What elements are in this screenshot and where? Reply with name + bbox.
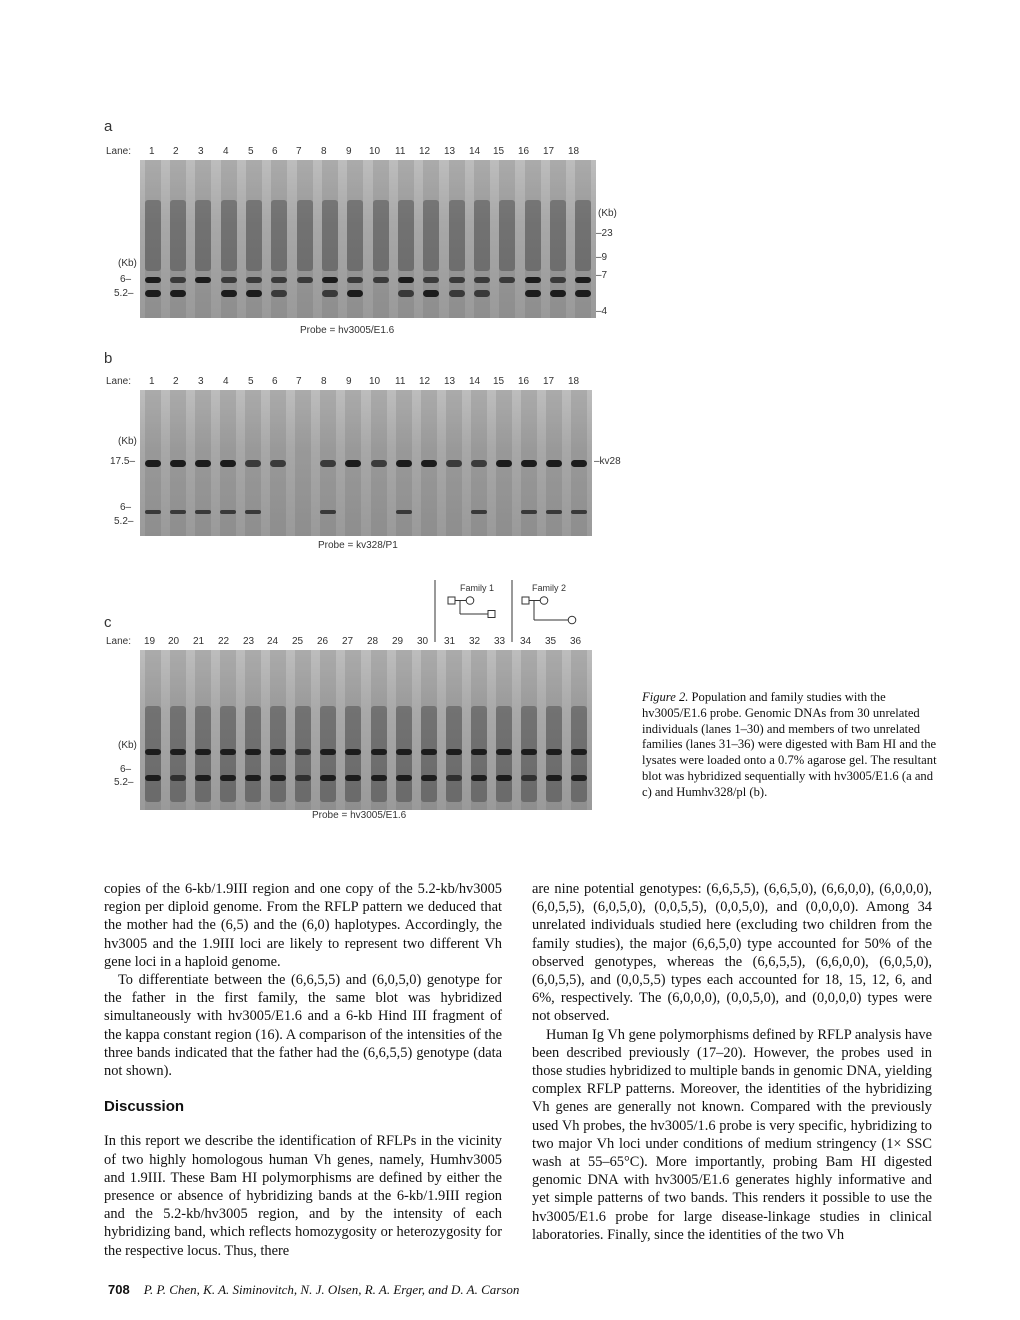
- lane-number: 35: [545, 636, 557, 647]
- gel-smear: [271, 200, 287, 271]
- gel-band: [471, 775, 487, 781]
- gel-band: [347, 290, 363, 297]
- lane-number: 25: [292, 636, 304, 647]
- gel-band: [170, 510, 186, 514]
- gel-band: [571, 460, 587, 467]
- gel-band: [322, 277, 338, 283]
- lane-number: 3: [198, 146, 204, 157]
- gel-band: [145, 749, 161, 755]
- size-marker: 6–: [120, 502, 132, 513]
- gel-band: [145, 460, 161, 467]
- gel-smear: [423, 200, 439, 271]
- gel-band: [496, 460, 512, 467]
- gel-band: [246, 290, 262, 297]
- kb-unit-label: (Kb): [598, 208, 617, 219]
- gel-band: [373, 277, 389, 283]
- gel-band: [521, 510, 537, 514]
- size-marker: 5.2–: [114, 516, 134, 527]
- lane-number: 9: [346, 146, 352, 157]
- gel-smear: [170, 200, 186, 271]
- gene-marker: –kv28: [594, 456, 621, 467]
- paragraph: To differentiate between the (6,6,5,5) and (6,0,5,0) genotype for the father in the first family, the same blot was hybridized simultaneously with hv3005/E1.6 and a 6-kb Hind III fragment of the kappa constant region (16). A comparison of the intensities of the three bands indicated that the father had the (6,6,5,5) genotype (data not shown).: [104, 972, 502, 1080]
- gel-smear: [322, 200, 338, 271]
- probe-label-b: Probe = kv328/P1: [318, 540, 398, 551]
- gel-band: [320, 510, 336, 514]
- caption-text: Population and family studies with the hv3005/E1.6 probe. Genomic DNAs from 30 unrelated individuals (lanes 1–30) and members of two unrelated families (lanes 31–36) were digested with Bam HI and the lysates were loaded onto a 0.7% agarose gel. The resultant blot was hybridized sequentially with hv3005/E1.6 (a and c) and Humhv328/pl (b).: [642, 690, 937, 799]
- lane-number: 22: [218, 636, 230, 647]
- gel-band: [396, 460, 412, 467]
- lane-number: 17: [543, 146, 555, 157]
- lane-number: 23: [243, 636, 255, 647]
- gel-band: [245, 775, 261, 781]
- gel-band: [320, 775, 336, 781]
- page-footer: [108, 1282, 519, 1298]
- gel-band: [471, 460, 487, 467]
- gel-band: [521, 749, 537, 755]
- gel-band: [271, 277, 287, 283]
- gel-band: [525, 290, 541, 297]
- gel-band: [398, 290, 414, 297]
- gel-band: [220, 775, 236, 781]
- probe-label-a: Probe = hv3005/E1.6: [300, 325, 395, 336]
- lane-label: Lane:: [106, 636, 132, 647]
- gel-band: [546, 510, 562, 514]
- lane-number: 15: [493, 376, 505, 387]
- lane-number: 10: [369, 146, 381, 157]
- lane-number: 1: [149, 376, 155, 387]
- gel-band: [345, 775, 361, 781]
- gel-band: [246, 277, 262, 283]
- gel-band: [145, 277, 161, 283]
- lane-number: 17: [543, 376, 555, 387]
- gel-band: [145, 775, 161, 781]
- gel-band: [271, 290, 287, 297]
- paragraph: are nine potential genotypes: (6,6,5,5), (6,6,5,0), (6,6,0,0), (6,0,0,0), (6,0,5,5), (6,0,5,0), (0,0,5,5), (0,0,5,0), and (0,0,0,0). Among 34 unrelated individuals studied here (excluding two children from the family studies), the major (6,6,5,0) type accounted for 50% of the observed genotypes, whereas the (6,6,5,5), (6,6,0,0), (6,0,5,0), (6,0,5,5), and (0,0,5,5) types each accounted for 18, 15, 12, 6, and 6%, respectively. The (6,0,0,0), (0,0,5,0), and (0,0,0,0) types were not observed.: [532, 881, 932, 1025]
- gel-band: [145, 290, 161, 297]
- male-symbol-icon: [522, 597, 529, 604]
- lane-number: 19: [144, 636, 156, 647]
- gel-band: [571, 749, 587, 755]
- gel-band: [471, 749, 487, 755]
- lane-number: 26: [317, 636, 329, 647]
- size-marker: 6–: [120, 274, 132, 285]
- lane-number: 31: [444, 636, 456, 647]
- gel-band: [550, 290, 566, 297]
- gel-smear: [373, 200, 389, 271]
- gel-band: [170, 749, 186, 755]
- lane-number: 24: [267, 636, 279, 647]
- gel-band: [170, 460, 186, 467]
- gel-band: [521, 460, 537, 467]
- gel-band: [446, 460, 462, 467]
- gel-band: [220, 510, 236, 514]
- gel-band: [575, 277, 591, 283]
- gel-smear: [347, 200, 363, 271]
- lane-number: 8: [321, 376, 327, 387]
- page-number: 708: [108, 1282, 130, 1297]
- gel-band: [571, 775, 587, 781]
- gel-band: [245, 510, 261, 514]
- gel-band: [571, 510, 587, 514]
- lane-number: 4: [223, 146, 229, 157]
- right-column: [532, 880, 932, 1244]
- gel-band: [396, 775, 412, 781]
- paragraph: In this report we describe the identification of RFLPs in the vicinity of two highly homologous human Vh genes, namely, Humhv3005 and 1.9III. These Bam HI polymorphisms are defined by either the presence or absence of hybridizing bands at the 6-kb/1.9III region and the 5.2-kb/hv3005 region, and by the intensity of each hybridizing band, which reflects homozygosity or heterozygosity for the respective locus. Thus, there: [104, 1133, 502, 1259]
- gel-smear: [221, 200, 237, 271]
- gel-band: [575, 290, 591, 297]
- gel-band: [345, 460, 361, 467]
- panel-b-letter: b: [104, 350, 113, 367]
- lane-number: 11: [395, 146, 406, 157]
- lane-number: 36: [570, 636, 582, 647]
- lane-number: 14: [469, 146, 481, 157]
- gel-band: [345, 749, 361, 755]
- gel-smear: [398, 200, 414, 271]
- gel-band: [550, 277, 566, 283]
- size-marker: –23: [596, 228, 613, 239]
- gel-band: [220, 460, 236, 467]
- kb-unit-label: (Kb): [118, 436, 137, 447]
- lane-number: 2: [173, 376, 179, 387]
- lane-number: 7: [296, 146, 302, 157]
- female-symbol-icon: [568, 616, 576, 624]
- family-1-label: Family 1: [460, 583, 495, 593]
- gel-image-a: [140, 160, 596, 318]
- gel-band: [320, 749, 336, 755]
- size-marker: –9: [596, 252, 608, 263]
- female-symbol-icon: [540, 597, 548, 605]
- gel-band: [449, 277, 465, 283]
- female-symbol-icon: [466, 597, 474, 605]
- size-marker: 6–: [120, 764, 132, 775]
- lane-number: 21: [193, 636, 205, 647]
- lane-number: 16: [518, 146, 530, 157]
- gel-band: [295, 749, 311, 755]
- gel-lane: [295, 390, 311, 536]
- gel-band: [446, 775, 462, 781]
- lane-number: 14: [469, 376, 481, 387]
- lane-number: 12: [419, 146, 431, 157]
- lane-number: 2: [173, 146, 179, 157]
- kb-unit-label: (Kb): [118, 258, 137, 269]
- lane-number: 20: [168, 636, 180, 647]
- panel-a-lane-row: [106, 146, 606, 160]
- lane-number: 5: [248, 376, 254, 387]
- gel-band: [347, 277, 363, 283]
- gel-band: [170, 290, 186, 297]
- gel-band: [546, 775, 562, 781]
- gel-band: [195, 775, 211, 781]
- gel-band: [145, 510, 161, 514]
- size-marker: –4: [596, 306, 608, 317]
- gel-band: [496, 749, 512, 755]
- lane-number: 10: [369, 376, 381, 387]
- family-2-label: Family 2: [532, 583, 567, 593]
- gel-band: [270, 749, 286, 755]
- panel-c-letter: c: [104, 614, 112, 631]
- gel-band: [322, 290, 338, 297]
- gel-band: [471, 510, 487, 514]
- lane-number: 4: [223, 376, 229, 387]
- male-symbol-icon: [448, 597, 455, 604]
- gel-band: [396, 510, 412, 514]
- gel-band: [474, 290, 490, 297]
- lane-number: 27: [342, 636, 354, 647]
- gel-band: [195, 277, 211, 283]
- lane-number: 29: [392, 636, 404, 647]
- gel-band: [320, 460, 336, 467]
- gel-band: [396, 749, 412, 755]
- caption-label: Figure 2.: [642, 690, 689, 704]
- lane-number: 16: [518, 376, 530, 387]
- gel-band: [423, 290, 439, 297]
- male-symbol-icon: [488, 611, 495, 618]
- lane-number: 15: [493, 146, 505, 157]
- gel-band: [525, 277, 541, 283]
- lane-number: 30: [417, 636, 429, 647]
- gel-smear: [525, 200, 541, 271]
- lane-label: Lane:: [106, 376, 132, 387]
- gel-band: [496, 775, 512, 781]
- paragraph: copies of the 6-kb/1.9III region and one copy of the 5.2-kb/hv3005 region per diploid genome. From the RFLP pattern we deduced that the mother had the (6,5) and the (6,0) haplotypes. Accordingly, the hv3005 and the 1.9III loci are likely to represent two different Vh gene loci in a haploid genome.: [104, 881, 502, 970]
- lane-number: 12: [419, 376, 431, 387]
- gel-smear: [145, 200, 161, 271]
- gel-band: [546, 460, 562, 467]
- lane-number: 32: [469, 636, 481, 647]
- gel-image-c: [140, 650, 592, 810]
- gel-band: [221, 290, 237, 297]
- gel-band: [546, 749, 562, 755]
- gel-band: [221, 277, 237, 283]
- size-marker: 17.5–: [110, 456, 136, 467]
- gel-band: [245, 460, 261, 467]
- gel-band: [371, 749, 387, 755]
- gel-band: [220, 749, 236, 755]
- probe-label-c: Probe = hv3005/E1.6: [312, 810, 407, 821]
- gel-band: [474, 277, 490, 283]
- lane-number: 1: [149, 146, 155, 157]
- gel-smear: [297, 200, 313, 271]
- gel-band: [421, 460, 437, 467]
- gel-smear: [449, 200, 465, 271]
- gel-band: [170, 775, 186, 781]
- size-marker: –7: [596, 270, 608, 281]
- kb-unit-label: (Kb): [118, 740, 137, 751]
- lane-number: 9: [346, 376, 352, 387]
- gel-band: [521, 775, 537, 781]
- gel-band: [371, 460, 387, 467]
- gel-band: [499, 277, 515, 283]
- lane-number: 33: [494, 636, 506, 647]
- lane-number: 18: [568, 376, 580, 387]
- figure-caption: [642, 690, 942, 801]
- lane-label: Lane:: [106, 146, 132, 157]
- lane-number: 13: [444, 146, 456, 157]
- gel-band: [449, 290, 465, 297]
- left-column: [104, 880, 502, 1260]
- gel-band: [297, 277, 313, 283]
- gel-smear: [499, 200, 515, 271]
- gel-band: [371, 775, 387, 781]
- gel-smear: [550, 200, 566, 271]
- lane-number: 13: [444, 376, 456, 387]
- size-marker: 5.2–: [114, 777, 134, 788]
- gel-band: [195, 749, 211, 755]
- lane-number: 3: [198, 376, 204, 387]
- panel-b-lane-row: [106, 376, 606, 390]
- lane-number: 6: [272, 146, 278, 157]
- panel-c-lane-row: [106, 636, 606, 650]
- lane-number: 11: [395, 376, 406, 387]
- gel-band: [195, 460, 211, 467]
- gel-band: [421, 749, 437, 755]
- size-marker: 5.2–: [114, 288, 134, 299]
- lane-number: 34: [520, 636, 532, 647]
- gel-smear: [575, 200, 591, 271]
- gel-band: [423, 277, 439, 283]
- lane-number: 6: [272, 376, 278, 387]
- author-list: P. P. Chen, K. A. Siminovitch, N. J. Olsen, R. A. Erger, and D. A. Carson: [143, 1282, 520, 1297]
- gel-band: [270, 460, 286, 467]
- lane-number: 18: [568, 146, 580, 157]
- lane-number: 5: [248, 146, 254, 157]
- lane-number: 8: [321, 146, 327, 157]
- panel-a-letter: a: [104, 118, 113, 135]
- gel-image-b: [140, 390, 592, 536]
- gel-band: [270, 775, 286, 781]
- section-heading: Discussion: [104, 1098, 185, 1116]
- gel-smear: [246, 200, 262, 271]
- lane-number: 28: [367, 636, 379, 647]
- gel-band: [421, 775, 437, 781]
- gel-smear: [195, 200, 211, 271]
- paragraph: Human Ig Vh gene polymorphisms defined by RFLP analysis have been described previously (17–20). However, the probes used in those studies hybridized to multiple bands in genomic DNA, yielding complex RFLP patterns. Moreover, the identities of the hybridizing Vh genes are generally not known. Compared with the previously used Vh probes, the hv3005/1.6 probe is very specific, hybridizing to two major Vh loci under conditions of medium stringency (1× SSC wash at 55–65°C). More importantly, probing Bam HI digested genomic DNA with hv3005/E1.6 generates highly informative and yet simple patterns of two bands. This renders it possible to use the hv3005/E1.6 probe for large disease-linkage studies in clinical laboratories. Finally, since the identities of the two Vh: [532, 1026, 932, 1243]
- gel-band: [170, 277, 186, 283]
- family-pedigrees: [430, 580, 590, 642]
- gel-band: [398, 277, 414, 283]
- gel-band: [245, 749, 261, 755]
- gel-smear: [474, 200, 490, 271]
- gel-band: [195, 510, 211, 514]
- gel-band: [295, 775, 311, 781]
- gel-band: [446, 749, 462, 755]
- lane-number: 7: [296, 376, 302, 387]
